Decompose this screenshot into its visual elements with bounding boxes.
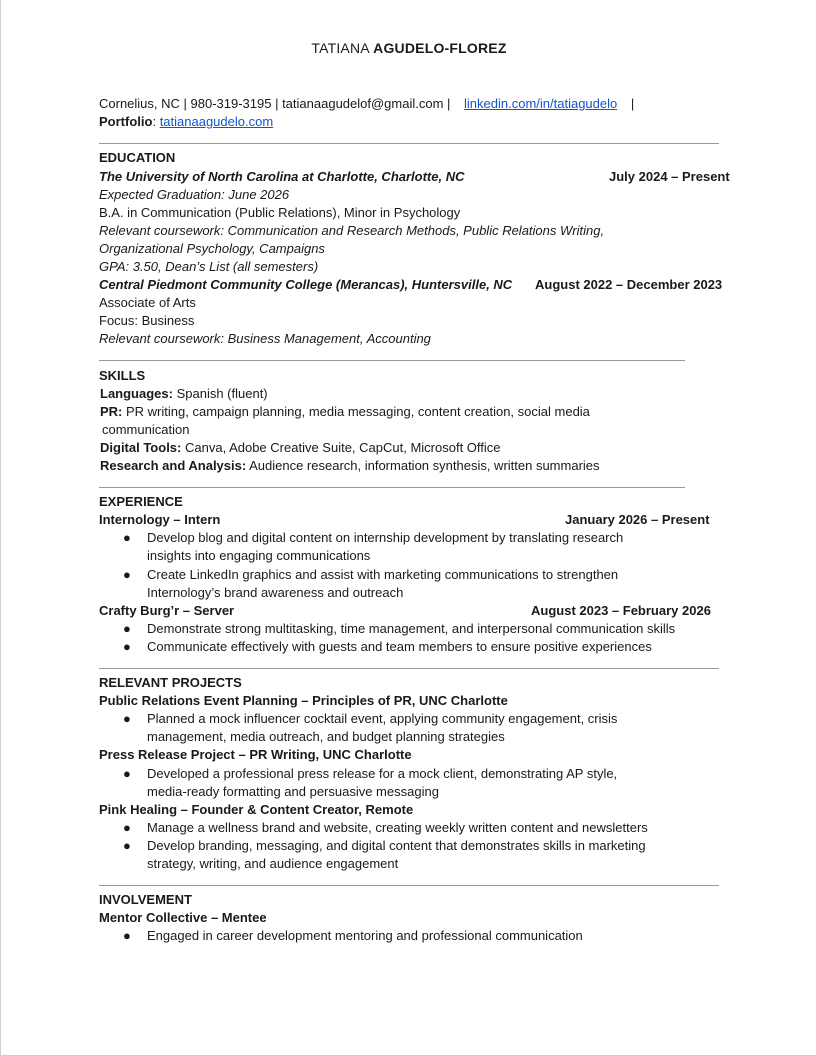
- bullet-icon: ●: [123, 838, 131, 853]
- projects-heading: RELEVANT PROJECTS: [99, 675, 242, 690]
- contact-line: [99, 95, 634, 113]
- job-2-bullet: Communicate effectively with guests and team members to ensure positive experiences: [147, 639, 652, 654]
- last-name: AGUDELO-FLOREZ: [373, 40, 507, 56]
- school-1-line: B.A. in Communication (Public Relations), Minor in Psychology: [99, 205, 461, 220]
- skills-heading: SKILLS: [99, 368, 146, 383]
- divider: [99, 143, 719, 144]
- school-2-dates: August 2022 – December 2023: [535, 277, 723, 292]
- involvement-org: Mentor Collective – Mentee: [99, 910, 267, 925]
- job-2-bullet: Demonstrate strong multitasking, time management, and interpersonal communication skills: [147, 621, 676, 636]
- project-1-bullet: management, media outreach, and budget planning strategies: [147, 729, 505, 744]
- education-heading: EDUCATION: [99, 150, 176, 165]
- project-3-bullet: strategy, writing, and audience engagement: [147, 856, 399, 871]
- skill-item: [102, 421, 189, 439]
- portfolio-colon: :: [152, 114, 157, 129]
- school-1-line: Relevant coursework: Communication and Research Methods, Public Relations Writing,: [99, 223, 605, 238]
- contact-info: Cornelius, NC | 980-319-3195 | tatianaagudelof@gmail.com |: [99, 96, 451, 111]
- resume-name: [1, 40, 816, 56]
- job-1-bullet: Create LinkedIn graphics and assist with marketing communications to strengthen: [147, 567, 619, 582]
- school-1-line: Organizational Psychology, Campaigns: [99, 241, 325, 256]
- skill-text: PR writing, campaign planning, media messaging, content creation, social media: [122, 404, 590, 419]
- divider: [99, 668, 719, 669]
- school-2-name: Central Piedmont Community College (Merancas), Huntersville, NC: [99, 277, 513, 292]
- skill-text: communication: [102, 422, 190, 437]
- divider: [99, 885, 719, 886]
- skill-text: Canva, Adobe Creative Suite, CapCut, Microsoft Office: [181, 440, 501, 455]
- project-2-title: Press Release Project – PR Writing, UNC Charlotte: [99, 747, 412, 762]
- school-2-line: Relevant coursework: Business Management, Accounting: [99, 331, 431, 346]
- bullet-icon: ●: [123, 567, 131, 582]
- bullet-icon: ●: [123, 621, 131, 636]
- school-1-dates: July 2024 – Present: [609, 169, 730, 184]
- experience-heading: EXPERIENCE: [99, 494, 183, 509]
- portfolio-label: Portfolio: [99, 114, 153, 129]
- project-1-title: Public Relations Event Planning – Principles of PR, UNC Charlotte: [99, 693, 508, 708]
- bullet-icon: ●: [123, 820, 131, 835]
- project-3-bullet: Develop branding, messaging, and digital content that demonstrates skills in marketing: [147, 838, 646, 853]
- job-1-bullet: Develop blog and digital content on internship development by translating research: [147, 530, 624, 545]
- project-3-bullet: Manage a wellness brand and website, creating weekly written content and newsletters: [147, 820, 648, 835]
- involvement-bullet: Engaged in career development mentoring and professional communication: [147, 928, 583, 943]
- contact-separator: |: [630, 96, 635, 111]
- school-2-line: Focus: Business: [99, 313, 195, 328]
- portfolio-line: [99, 113, 273, 131]
- linkedin-link[interactable]: linkedin.com/in/tatiagudelo: [464, 96, 618, 111]
- first-name: TATIANA: [311, 40, 370, 56]
- job-1-bullet: insights into engaging communications: [147, 548, 371, 563]
- job-1-dates: January 2026 – Present: [565, 512, 710, 527]
- skill-label: PR:: [100, 404, 123, 419]
- skill-item: [100, 439, 501, 457]
- bullet-icon: ●: [123, 766, 131, 781]
- skill-item: [100, 385, 268, 403]
- skill-label: Languages:: [100, 386, 173, 401]
- job-2-dates: August 2023 – February 2026: [531, 603, 711, 618]
- bullet-icon: ●: [123, 711, 131, 726]
- school-2-line: Associate of Arts: [99, 295, 196, 310]
- school-1-line: GPA: 3.50, Dean’s List (all semesters): [99, 259, 319, 274]
- project-3-title: Pink Healing – Founder & Content Creator, Remote: [99, 802, 414, 817]
- job-1-title: Internology – Intern: [99, 512, 221, 527]
- job-1-bullet: Internology’s brand awareness and outreach: [147, 585, 404, 600]
- project-1-bullet: Planned a mock influencer cocktail event, applying community engagement, crisis: [147, 711, 618, 726]
- skill-text: Spanish (fluent): [172, 386, 268, 401]
- bullet-icon: ●: [123, 530, 131, 545]
- skill-item: [100, 403, 590, 421]
- portfolio-link[interactable]: tatianaagudelo.com: [159, 114, 274, 129]
- skill-label: Digital Tools:: [100, 440, 182, 455]
- skill-label: Research and Analysis:: [100, 458, 247, 473]
- divider: [99, 360, 685, 361]
- skill-text: Audience research, information synthesis, written summaries: [246, 458, 600, 473]
- divider: [99, 487, 685, 488]
- school-1-name: The University of North Carolina at Charlotte, Charlotte, NC: [99, 169, 465, 184]
- job-2-title: Crafty Burg’r – Server: [99, 603, 235, 618]
- project-2-bullet: media-ready formatting and persuasive messaging: [147, 784, 439, 799]
- bullet-icon: ●: [123, 928, 131, 943]
- school-1-line: Expected Graduation: June 2026: [99, 187, 290, 202]
- skill-item: [100, 457, 600, 475]
- bullet-icon: ●: [123, 639, 131, 654]
- project-2-bullet: Developed a professional press release for a mock client, demonstrating AP style,: [147, 766, 618, 781]
- involvement-heading: INVOLVEMENT: [99, 892, 192, 907]
